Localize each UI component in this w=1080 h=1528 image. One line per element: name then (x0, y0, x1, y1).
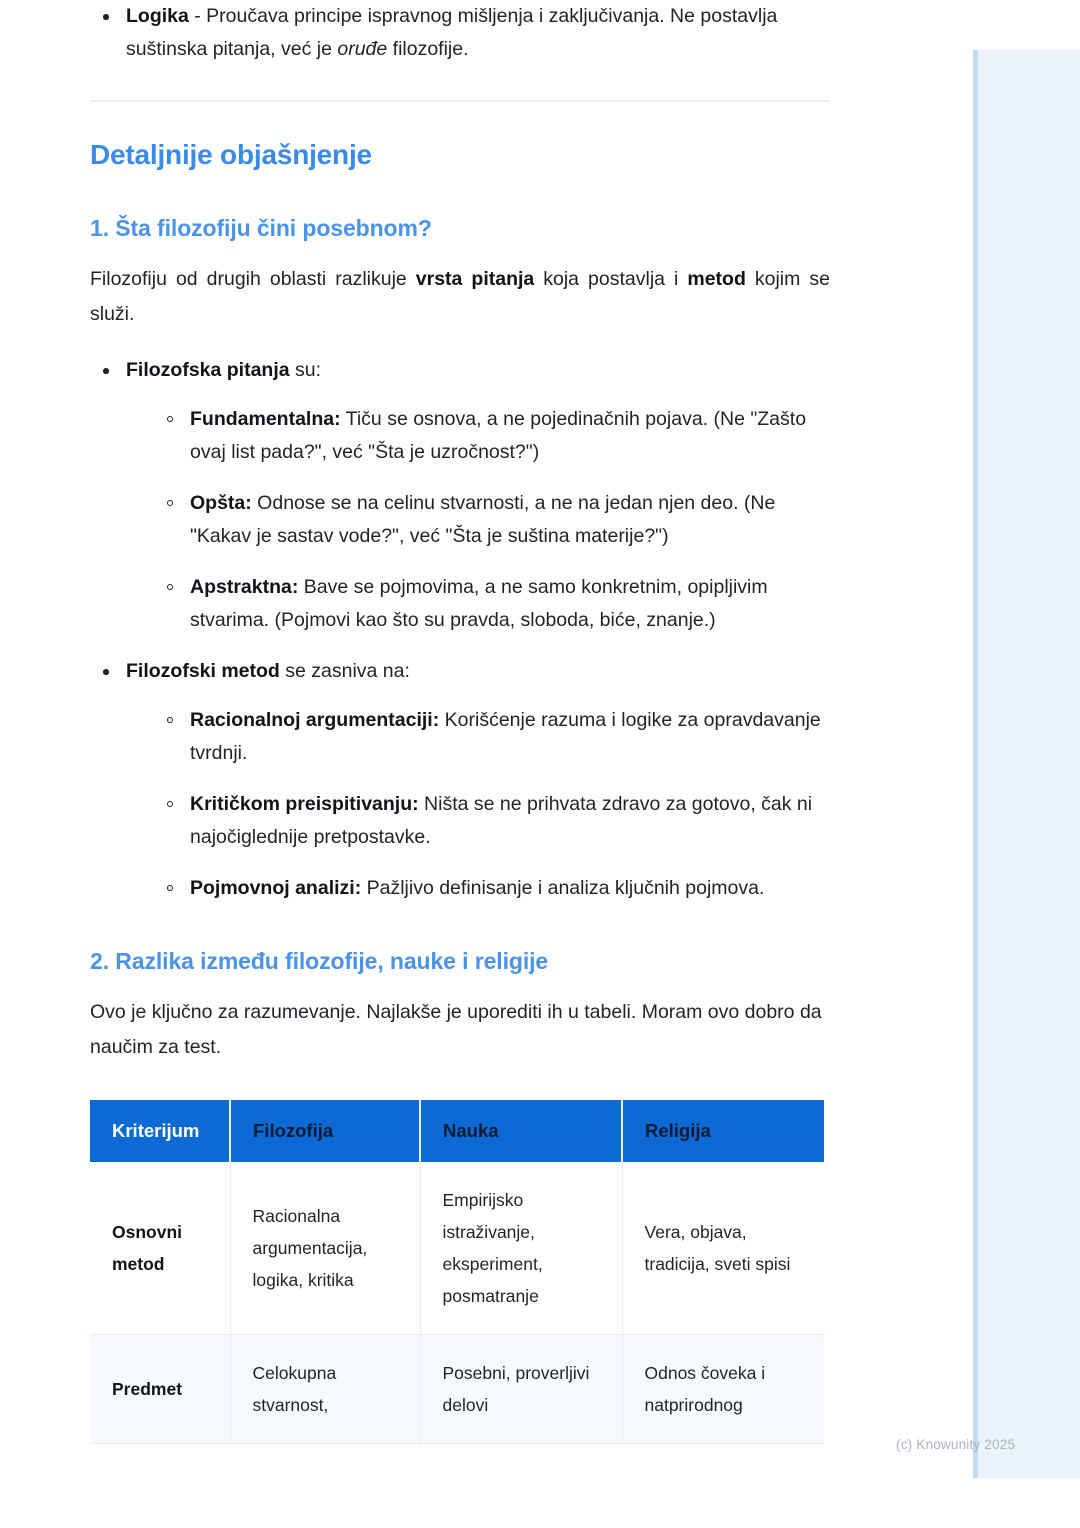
term-kritickom-preispitivanju: Kritičkom preispitivanju: (190, 793, 419, 815)
list-item-filozofska-pitanja (90, 354, 830, 637)
list-item-apstraktna (156, 571, 830, 637)
text-pojmovnoj-analizi: Pažljivo definisanje i analiza ključnih pojmova. (361, 877, 765, 899)
section-1-paragraph (90, 262, 830, 332)
question-types-list (156, 403, 830, 637)
cell-religion-osnovni-metod: Vera, objava, tradicija, sveti spisi (622, 1162, 824, 1335)
section-heading-2: 2. Razlika između filozofije, nauke i religije (90, 948, 549, 974)
lead-rest-filozofska-pitanja: su: (289, 359, 322, 381)
document-content (90, 0, 830, 1444)
table-row (90, 1335, 824, 1444)
filozofska-pitanja-list (90, 354, 830, 637)
term-pojmovnoj-analizi: Pojmovnoj analizi: (190, 877, 362, 899)
logika-text-after-italic: filozofije. (387, 38, 469, 60)
list-item-pojmovna-analiza (156, 872, 830, 905)
logika-text-before-italic: - Proučava principe ispravnog mišljenja i zaključivanja. Ne postavlja suštinska pitanja, već je (126, 5, 778, 60)
list-item-opsta (156, 487, 830, 553)
section-divider (90, 100, 830, 102)
text-kritickom-preispitivanju: Ništa se ne prihvata zdravo za gotovo, čak ni najočiglednije pretpostavke. (190, 793, 813, 848)
text-fundamentalna: Tiču se osnova, a ne pojedinačnih pojava. (Ne "Zašto ovaj list pada?", već "Šta je uzročnost?") (190, 408, 807, 463)
list-item-kriticko-preispitivanje (156, 788, 830, 854)
para-text-c: kojim se služi. (90, 268, 830, 325)
lead-bold-filozofski-metod: Filozofski metod (126, 660, 280, 682)
cell-criterion-osnovni-metod: Osnovni metod (90, 1162, 230, 1335)
cell-science-predmet: Posebni, proverljivi delovi (420, 1335, 622, 1444)
cell-philosophy-predmet: Celokupna stvarnost, (230, 1335, 420, 1444)
term-opsta: Opšta: (190, 492, 252, 514)
cell-science-osnovni-metod: Empirijsko istraživanje, eksperiment, posmatranje (420, 1162, 622, 1335)
sub-list-wrap-method (156, 704, 830, 905)
text-opsta: Odnose se na celinu stvarnosti, a ne na jedan njen deo. (Ne "Kakav je sastav vode?", već "Šta je suština materije?") (190, 492, 776, 547)
column-header-kriterijum: Kriterijum (90, 1100, 230, 1162)
lead-bold-filozofska-pitanja: Filozofska pitanja (126, 359, 290, 381)
section-heading-1: 1. Šta filozofiju čini posebnom? (90, 215, 432, 241)
para-text-a: Filozofiju od drugih oblasti razlikuje (90, 268, 416, 290)
para-text-b: koja postavlja i (534, 268, 688, 290)
list-item-fundamentalna (156, 403, 830, 469)
text-racionalnoj-argumentaciji: Korišćenje razuma i logike za opravdavanje tvrdnji. (190, 709, 821, 764)
cell-criterion-predmet: Predmet (90, 1335, 230, 1444)
para-bold-metod: metod (687, 268, 746, 290)
term-apstraktna: Apstraktna: (190, 576, 299, 598)
term-racionalnoj-argumentaciji: Racionalnoj argumentaciji: (190, 709, 440, 731)
table-header-row (90, 1100, 824, 1162)
lead-rest-filozofski-metod: se zasniva na: (279, 660, 410, 682)
term-logika: Logika (126, 5, 189, 27)
method-types-list (156, 704, 830, 905)
top-bullet-list (90, 0, 830, 66)
list-item-racionalna-argumentacija (156, 704, 830, 770)
filozofski-metod-list (90, 655, 830, 905)
column-header-religija: Religija (622, 1100, 824, 1162)
page-title: Detaljnije objašnjenje (90, 139, 372, 170)
list-item-logika (90, 0, 830, 66)
table-row (90, 1162, 824, 1335)
cell-religion-predmet: Odnos čoveka i natprirodnog (622, 1335, 824, 1444)
table-header (90, 1100, 824, 1162)
watermark-text: (c) Knowunity 2025 (896, 1437, 1016, 1452)
list-item-filozofski-metod (90, 655, 830, 905)
para-bold-vrsta-pitanja: vrsta pitanja (415, 268, 535, 290)
comparison-table (90, 1100, 824, 1444)
column-header-filozofija: Filozofija (230, 1100, 420, 1162)
sub-list-wrap-questions (156, 403, 830, 637)
term-fundamentalna: Fundamentalna: (190, 408, 341, 430)
text-apstraktna: Bave se pojmovima, a ne samo konkretnim, opipljivim stvarima. (Pojmovi kao što su pravda, sloboda, biće, znanje.) (190, 576, 768, 631)
table-body (90, 1162, 824, 1444)
side-panel (973, 50, 1080, 1478)
cell-philosophy-osnovni-metod: Racionalna argumentacija, logika, kritika (230, 1162, 420, 1335)
logika-italic-word: oruđe (337, 38, 388, 60)
section-2-paragraph: Ovo je ključno za razumevanje. Najlakše je uporediti ih u tabeli. Moram ovo dobro da naučim za test. (90, 1001, 822, 1058)
column-header-nauka: Nauka (420, 1100, 622, 1162)
section-1-lists (90, 354, 830, 905)
